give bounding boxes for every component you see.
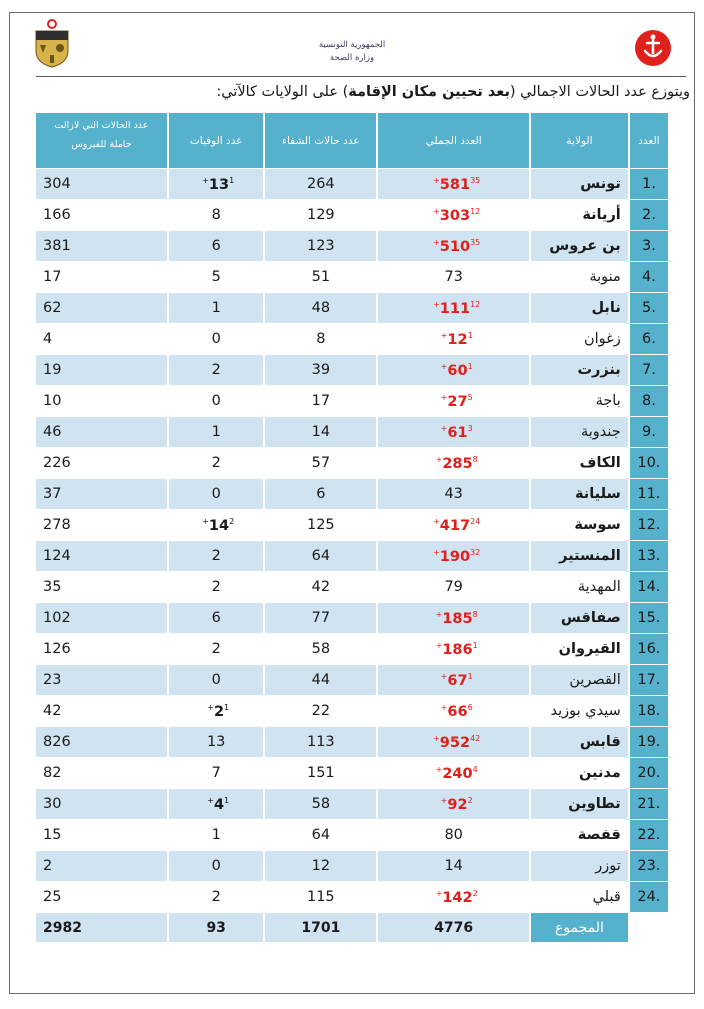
total-cases: 92 <box>447 796 468 813</box>
recovered-count: 57 <box>265 448 376 478</box>
table-row <box>36 603 668 633</box>
total-cases-cell <box>378 510 529 540</box>
new-cases-increment: 35+ <box>433 237 481 247</box>
new-cases-increment: 12+ <box>433 299 481 309</box>
intro-sentence <box>20 84 690 100</box>
deaths-count: 13 <box>208 176 230 193</box>
new-cases-increment: 5+ <box>440 392 473 402</box>
total-cases-cell <box>378 789 529 819</box>
row-index: .4 <box>630 262 668 292</box>
active-carriers-count: 10 <box>36 386 167 416</box>
active-carriers-count: 42 <box>36 696 167 726</box>
row-index: .2 <box>630 200 668 230</box>
active-carriers-count: 226 <box>36 448 167 478</box>
table-row <box>36 293 668 323</box>
table-row <box>36 324 668 354</box>
active-carriers-count: 46 <box>36 417 167 447</box>
header-carriers <box>36 113 167 168</box>
new-deaths-increment: 1+ <box>207 795 230 805</box>
new-deaths-increment: 1+ <box>202 175 235 185</box>
new-cases-increment: 3+ <box>440 423 473 433</box>
governorate-name: جندوبة <box>531 417 628 447</box>
table-row <box>36 572 668 602</box>
deaths-cell <box>169 603 264 633</box>
row-index: .9 <box>630 417 668 447</box>
governorate-name: بنزرت <box>531 355 628 385</box>
governorate-name: تونس <box>531 169 628 199</box>
total-cases: 111 <box>439 300 471 317</box>
table-row <box>36 417 668 447</box>
recovered-count: 151 <box>265 758 376 788</box>
total-cases: 67 <box>447 672 468 689</box>
deaths-cell <box>169 572 264 602</box>
governorate-name: قبلي <box>531 882 628 912</box>
recovered-count: 42 <box>265 572 376 602</box>
deaths-cell <box>169 851 264 881</box>
table-header-row <box>36 113 668 168</box>
new-cases-increment: 1+ <box>440 361 473 371</box>
recovered-count: 113 <box>265 727 376 757</box>
deaths-count: 2 <box>211 889 221 905</box>
deaths-count: 2 <box>211 579 221 595</box>
active-carriers-count: 82 <box>36 758 167 788</box>
active-carriers-count: 826 <box>36 727 167 757</box>
recovered-count: 6 <box>265 479 376 509</box>
active-carriers-count: 381 <box>36 231 167 261</box>
recovered-count: 58 <box>265 789 376 819</box>
row-index: .21 <box>630 789 668 819</box>
total-cases-cell <box>378 293 529 323</box>
row-index: .5 <box>630 293 668 323</box>
total-cases: 190 <box>439 548 471 565</box>
row-index: .16 <box>630 634 668 664</box>
table-row <box>36 727 668 757</box>
health-ministry-logo-icon <box>634 29 672 67</box>
deaths-cell <box>169 510 264 540</box>
deaths-cell <box>169 634 264 664</box>
total-cases-cell <box>378 665 529 695</box>
governorate-name: القيروان <box>531 634 628 664</box>
totals-deaths: 93 <box>169 913 264 942</box>
active-carriers-count: 4 <box>36 324 167 354</box>
total-cases: 240 <box>442 765 473 782</box>
total-cases: 73 <box>444 269 463 285</box>
active-carriers-count: 304 <box>36 169 167 199</box>
deaths-count: 2 <box>211 548 221 564</box>
deaths-cell <box>169 293 264 323</box>
deaths-count: 6 <box>211 238 221 254</box>
recovered-count: 64 <box>265 820 376 850</box>
new-cases-increment: 8+ <box>435 609 478 619</box>
total-cases: 142 <box>442 889 473 906</box>
header-carriers-line1: عدد الحالات التي لازالت <box>54 120 149 131</box>
header-deaths: عدد الوفيات <box>169 113 264 168</box>
header-recovered: عدد حالات الشفاء <box>265 113 376 168</box>
deaths-cell <box>169 448 264 478</box>
row-index: .7 <box>630 355 668 385</box>
row-index: .23 <box>630 851 668 881</box>
table-row <box>36 231 668 261</box>
total-cases-cell <box>378 634 529 664</box>
row-index: .22 <box>630 820 668 850</box>
deaths-cell <box>169 696 264 726</box>
total-cases-cell <box>378 324 529 354</box>
table-row <box>36 789 668 819</box>
total-cases: 510 <box>439 238 471 255</box>
row-index: .14 <box>630 572 668 602</box>
total-cases: 186 <box>442 641 473 658</box>
deaths-cell <box>169 417 264 447</box>
recovered-count: 125 <box>265 510 376 540</box>
deaths-cell <box>169 665 264 695</box>
table-row <box>36 665 668 695</box>
deaths-count: 1 <box>211 424 221 440</box>
deaths-count: 0 <box>211 858 221 874</box>
row-index: .3 <box>630 231 668 261</box>
governorate-name: باجة <box>531 386 628 416</box>
governorate-name: تطاوين <box>531 789 628 819</box>
table-row <box>36 355 668 385</box>
deaths-cell <box>169 386 264 416</box>
row-index: .10 <box>630 448 668 478</box>
governorate-name: المنستير <box>531 541 628 571</box>
ministry-title: وزارة الصحة <box>329 53 375 63</box>
deaths-count: 1 <box>211 300 221 316</box>
recovered-count: 44 <box>265 665 376 695</box>
active-carriers-count: 23 <box>36 665 167 695</box>
total-cases: 417 <box>439 517 471 534</box>
deaths-count: 2 <box>211 362 221 378</box>
table-row <box>36 634 668 664</box>
header-total: العدد الجملي <box>378 113 529 168</box>
recovered-count: 22 <box>265 696 376 726</box>
table-row <box>36 882 668 912</box>
governorate-name: سيدي بوزيد <box>531 696 628 726</box>
recovered-count: 12 <box>265 851 376 881</box>
new-deaths-increment: 1+ <box>207 702 230 712</box>
governorate-name: قابس <box>531 727 628 757</box>
deaths-cell <box>169 231 264 261</box>
governorate-name: المهدية <box>531 572 628 602</box>
total-cases: 14 <box>444 858 463 874</box>
recovered-count: 115 <box>265 882 376 912</box>
total-cases-cell <box>378 727 529 757</box>
cases-by-governorate-table <box>34 112 670 943</box>
totals-carriers: 2982 <box>36 913 167 942</box>
new-cases-increment: 6+ <box>440 702 473 712</box>
total-cases-cell <box>378 541 529 571</box>
active-carriers-count: 102 <box>36 603 167 633</box>
row-index: .8 <box>630 386 668 416</box>
intro-text-bold: بعد تحيين مكان الإقامة <box>348 84 510 100</box>
deaths-cell <box>169 324 264 354</box>
deaths-count: 7 <box>211 765 221 781</box>
governorate-name: منوبة <box>531 262 628 292</box>
deaths-count: 14 <box>208 517 230 534</box>
total-cases-cell <box>378 355 529 385</box>
total-cases: 12 <box>447 331 468 348</box>
table-row <box>36 386 668 416</box>
total-cases-cell <box>378 572 529 602</box>
total-cases-cell <box>378 262 529 292</box>
issuer-block <box>10 39 694 65</box>
new-cases-increment: 2+ <box>440 795 473 805</box>
new-cases-increment: 35+ <box>433 175 481 185</box>
deaths-cell <box>169 820 264 850</box>
deaths-cell <box>169 479 264 509</box>
governorate-name: نابل <box>531 293 628 323</box>
total-cases-cell <box>378 820 529 850</box>
row-index: .20 <box>630 758 668 788</box>
deaths-count: 0 <box>211 672 221 688</box>
active-carriers-count: 19 <box>36 355 167 385</box>
total-cases: 303 <box>439 207 471 224</box>
total-cases-cell <box>378 200 529 230</box>
total-cases-cell <box>378 479 529 509</box>
row-index: .12 <box>630 510 668 540</box>
new-cases-increment: 12+ <box>433 206 481 216</box>
deaths-count: 2 <box>211 455 221 471</box>
total-cases: 285 <box>442 455 473 472</box>
row-index: .19 <box>630 727 668 757</box>
header-divider <box>36 76 686 77</box>
totals-label: المجموع <box>531 913 628 942</box>
row-index: .24 <box>630 882 668 912</box>
table-row <box>36 510 668 540</box>
recovered-count: 264 <box>265 169 376 199</box>
governorate-name: زغوان <box>531 324 628 354</box>
total-cases-cell <box>378 758 529 788</box>
new-cases-increment: 8+ <box>435 454 478 464</box>
total-cases-cell <box>378 169 529 199</box>
active-carriers-count: 278 <box>36 510 167 540</box>
deaths-cell <box>169 758 264 788</box>
table-row <box>36 448 668 478</box>
active-carriers-count: 124 <box>36 541 167 571</box>
active-carriers-count: 166 <box>36 200 167 230</box>
active-carriers-count: 17 <box>36 262 167 292</box>
intro-text-start: ويتوزع عدد الحالات الاجمالي ( <box>509 84 690 100</box>
active-carriers-count: 35 <box>36 572 167 602</box>
total-cases: 66 <box>447 703 468 720</box>
recovered-count: 64 <box>265 541 376 571</box>
active-carriers-count: 37 <box>36 479 167 509</box>
governorate-name: صفاقس <box>531 603 628 633</box>
table-row <box>36 696 668 726</box>
governorate-name: قفصة <box>531 820 628 850</box>
document-header <box>10 13 694 75</box>
table-body <box>36 169 668 912</box>
deaths-cell <box>169 882 264 912</box>
table-row <box>36 541 668 571</box>
deaths-count: 4 <box>213 796 225 813</box>
new-cases-increment: 1+ <box>440 330 473 340</box>
new-cases-increment: 32+ <box>433 547 481 557</box>
table-row <box>36 262 668 292</box>
row-index: .6 <box>630 324 668 354</box>
new-deaths-increment: 2+ <box>202 516 235 526</box>
deaths-count: 2 <box>211 641 221 657</box>
deaths-cell <box>169 789 264 819</box>
governorate-name: القصرين <box>531 665 628 695</box>
new-cases-increment: 2+ <box>435 888 478 898</box>
total-cases: 581 <box>439 176 471 193</box>
new-cases-increment: 4+ <box>435 764 478 774</box>
recovered-count: 58 <box>265 634 376 664</box>
active-carriers-count: 126 <box>36 634 167 664</box>
recovered-count: 48 <box>265 293 376 323</box>
total-cases-cell <box>378 386 529 416</box>
deaths-cell <box>169 355 264 385</box>
deaths-count: 0 <box>211 331 221 347</box>
total-cases-cell <box>378 231 529 261</box>
table-row <box>36 820 668 850</box>
active-carriers-count: 15 <box>36 820 167 850</box>
deaths-count: 2 <box>213 703 225 720</box>
governorate-name: بن عروس <box>531 231 628 261</box>
row-index: .18 <box>630 696 668 726</box>
row-index: .11 <box>630 479 668 509</box>
new-cases-increment: 1+ <box>440 671 473 681</box>
governorate-name: سوسة <box>531 510 628 540</box>
governorate-name: أريانة <box>531 200 628 230</box>
recovered-count: 77 <box>265 603 376 633</box>
active-carriers-count: 2 <box>36 851 167 881</box>
total-cases-cell <box>378 696 529 726</box>
totals-recovered: 1701 <box>265 913 376 942</box>
header-carriers-line2: حاملة للفيروس <box>71 139 132 150</box>
recovered-count: 129 <box>265 200 376 230</box>
governorate-name: مدنين <box>531 758 628 788</box>
totals-total: 4776 <box>378 913 529 942</box>
recovered-count: 39 <box>265 355 376 385</box>
governorate-name: توزر <box>531 851 628 881</box>
deaths-cell <box>169 200 264 230</box>
recovered-count: 51 <box>265 262 376 292</box>
deaths-count: 1 <box>211 827 221 843</box>
total-cases: 60 <box>447 362 468 379</box>
table-row <box>36 851 668 881</box>
total-cases-cell <box>378 417 529 447</box>
deaths-count: 13 <box>206 734 226 750</box>
total-cases: 79 <box>444 579 463 595</box>
deaths-count: 0 <box>211 486 221 502</box>
recovered-count: 14 <box>265 417 376 447</box>
totals-row <box>36 913 668 942</box>
total-cases: 185 <box>442 610 473 627</box>
recovered-count: 8 <box>265 324 376 354</box>
total-cases: 61 <box>447 424 468 441</box>
deaths-count: 6 <box>211 610 221 626</box>
table-row <box>36 169 668 199</box>
active-carriers-count: 62 <box>36 293 167 323</box>
total-cases: 43 <box>444 486 463 502</box>
governorate-name: الكاف <box>531 448 628 478</box>
governorate-name: سليانة <box>531 479 628 509</box>
total-cases-cell <box>378 882 529 912</box>
row-index: .17 <box>630 665 668 695</box>
total-cases: 80 <box>444 827 463 843</box>
deaths-count: 5 <box>211 269 221 285</box>
republic-title: الجمهورية التونسية <box>318 40 386 50</box>
total-cases-cell <box>378 851 529 881</box>
intro-text-end: ) على الولايات كالآتي: <box>216 84 349 100</box>
new-cases-increment: 24+ <box>433 516 481 526</box>
deaths-cell <box>169 541 264 571</box>
active-carriers-count: 30 <box>36 789 167 819</box>
deaths-count: 0 <box>211 393 221 409</box>
total-cases: 27 <box>447 393 468 410</box>
deaths-cell <box>169 169 264 199</box>
deaths-count: 8 <box>211 207 221 223</box>
recovered-count: 17 <box>265 386 376 416</box>
row-index: .13 <box>630 541 668 571</box>
active-carriers-count: 25 <box>36 882 167 912</box>
total-cases: 952 <box>439 734 471 751</box>
row-index: .15 <box>630 603 668 633</box>
total-cases-cell <box>378 448 529 478</box>
recovered-count: 123 <box>265 231 376 261</box>
row-index: .1 <box>630 169 668 199</box>
table-row <box>36 758 668 788</box>
total-cases-cell <box>378 603 529 633</box>
header-governorate: الولاية <box>531 113 628 168</box>
new-cases-increment: 1+ <box>435 640 478 650</box>
header-num: العدد <box>630 113 668 168</box>
table-row <box>36 200 668 230</box>
deaths-cell <box>169 727 264 757</box>
table-row <box>36 479 668 509</box>
new-cases-increment: 42+ <box>433 733 481 743</box>
deaths-cell <box>169 262 264 292</box>
totals-blank-cell <box>630 913 668 942</box>
